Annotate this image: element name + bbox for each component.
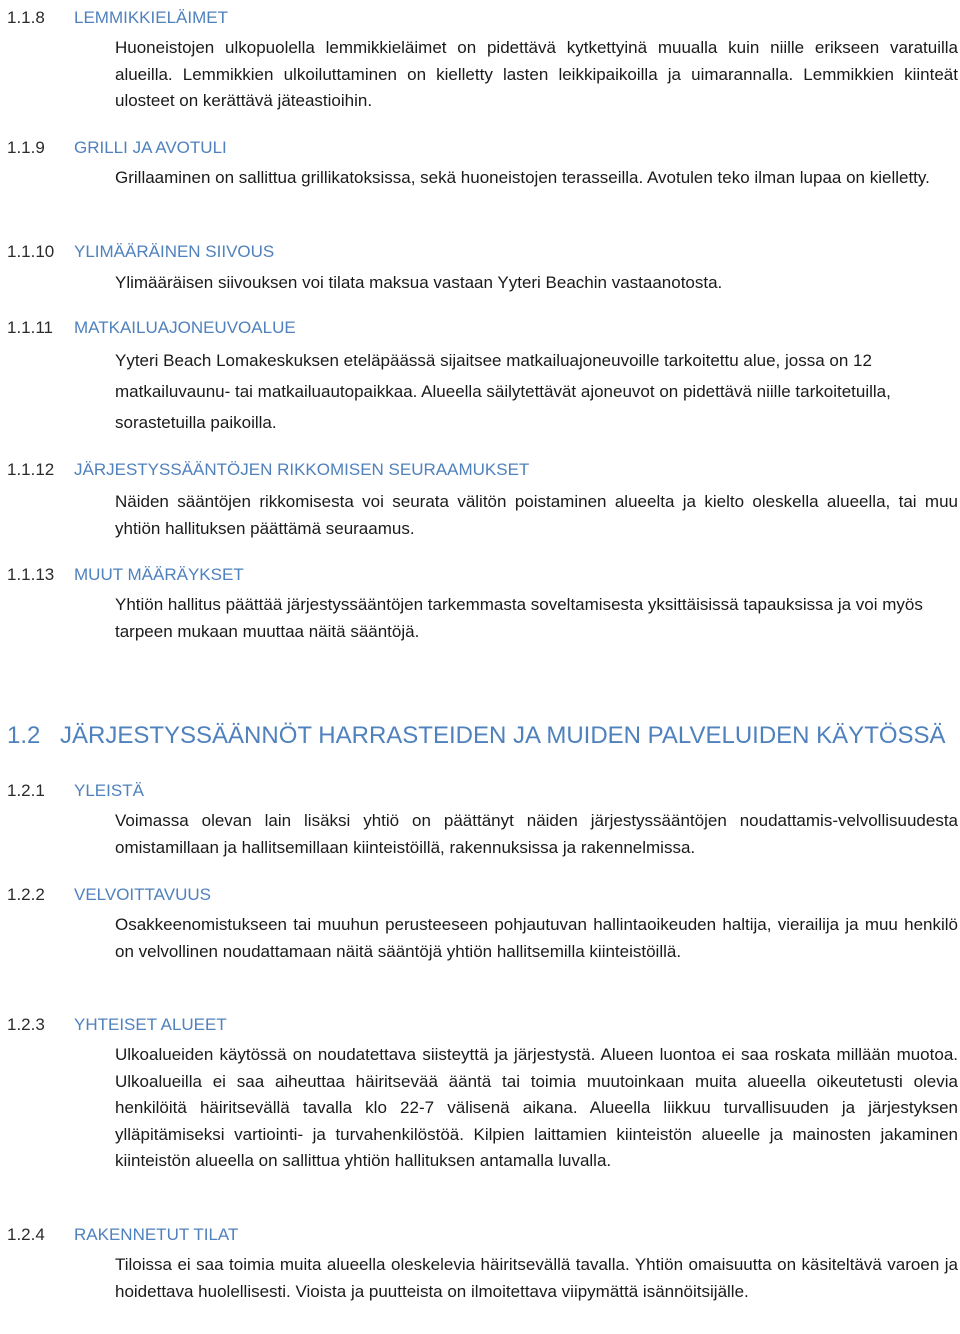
section-body — [115, 345, 958, 438]
section-number: 1.2.3 — [7, 1015, 45, 1034]
section-title: GRILLI JA AVOTULI — [74, 138, 227, 157]
chapter-title: JÄRJESTYSSÄÄNNÖT HARRASTEIDEN JA MUIDEN PALVELUIDEN KÄYTÖSSÄ — [60, 722, 946, 749]
section-number: 1.2.2 — [7, 885, 45, 904]
section-text: Yhtiön hallitus päättää järjestyssääntöjen tarkemmasta soveltamisesta yksittäisissä tapauksissa ja voi myös tarpeen mukaan muuttaa näitä sääntöjä. — [115, 595, 923, 641]
section-matkailuajoneuvoalue — [0, 316, 960, 432]
section-title: YLIMÄÄRÄINEN SIIVOUS — [74, 242, 275, 261]
section-yhteiset-alueet — [0, 1013, 960, 1170]
section-number: 1.1.11 — [7, 318, 54, 337]
section-title: LEMMIKKIELÄIMET — [74, 8, 228, 27]
section-title: RAKENNETUT TILAT — [74, 1225, 239, 1244]
section-number: 1.2.4 — [7, 1225, 45, 1244]
section-rikkomisen-seuraamukset — [0, 458, 960, 538]
section-ylimaarainen-siivous — [0, 240, 960, 292]
section-body — [115, 912, 958, 965]
section-velvoittavuus — [0, 883, 960, 961]
section-number: 1.1.10 — [7, 242, 55, 261]
section-body — [115, 35, 958, 115]
section-title: YLEISTÄ — [74, 781, 144, 800]
section-text: Näiden sääntöjen rikkomisesta voi seurata välitön poistaminen alueelta ja kielto oleskella alueella, tai muu yhtiön hallituksen päättämä seuraamus. — [115, 492, 958, 538]
section-title: YHTEISET ALUEET — [74, 1015, 227, 1034]
section-body — [115, 489, 958, 542]
section-body — [115, 165, 958, 192]
section-text: Ulkoalueiden käytössä on noudatettava siisteyttä ja järjestystä. Alueen luontoa ei saa roskata millään muotoa. Ulkoalueilla ei saa aiheuttaa häiritsevää ääntä tai toimia muutoinkaan muita alueella oikeutetusti olevia henkilöitä häiritsevällä tavalla klo 22-7 välisenä aikana. Alueella liikkuu turvallisuuden ja järjestyksen ylläpitämiseksi vartiointi- ja turvahenkilöstöä. Kilpien laittamien kiinteistön alueelle ja mainosten jakaminen kiinteistön alueella on sallittua yhtiön hallituksen antamalla luvalla. — [115, 1045, 958, 1170]
section-body — [115, 808, 958, 861]
section-number: 1.1.8 — [7, 8, 45, 27]
section-text: Osakkeenomistukseen tai muuhun perusteeseen pohjautuvan hallintaoikeuden haltija, vierailija ja muu henkilö on velvollinen noudattamaan näitä sääntöjä yhtiön hallitsemilla kiinteistöillä. — [115, 915, 958, 961]
section-text: Grillaaminen on sallittua grillikatoksissa, sekä huoneistojen terasseilla. Avotulen teko ilman lupaa on kielletty. — [115, 168, 930, 187]
chapter-heading — [0, 718, 960, 754]
section-number: 1.1.13 — [7, 565, 55, 584]
section-text: Yyteri Beach Lomakeskuksen eteläpäässä sijaitsee matkailuajoneuvoille tarkoitettu alue, jossa on 12 matkailuvaunu- tai matkailuautopaikkaa. Alueella säilytettävät ajoneuvot on pidettävä niille tarkoitetuilla, sorastetuilla paikoilla. — [115, 351, 891, 432]
section-body — [115, 270, 958, 297]
section-yleista — [0, 779, 960, 857]
section-text: Voimassa olevan lain lisäksi yhtiö on päättänyt näiden järjestyssääntöjen noudattamis-velvollisuudesta omistamillaan ja hallitsemillaan kiinteistöillä, rakennuksissa ja rakennelmissa. — [115, 811, 958, 857]
section-body — [115, 1042, 958, 1175]
section-title: VELVOITTAVUUS — [74, 885, 211, 904]
section-text: Tiloissa ei saa toimia muita alueella oleskelevia häiritsevällä tavalla. Yhtiön omaisuutta on käsiteltävä varoen ja hoidettava huolellisesti. Vioista ja puutteista on ilmoitettava viipymättä isännöitsijälle. — [115, 1255, 958, 1301]
section-rakennetut-tilat — [0, 1223, 960, 1301]
section-number: 1.1.9 — [7, 138, 45, 157]
section-body — [115, 1252, 958, 1305]
section-number: 1.2.1 — [7, 781, 45, 800]
section-text: Huoneistojen ulkopuolella lemmikkieläimet on pidettävä kytkettyinä muualla kuin niille erikseen varatuilla alueilla. Lemmikkien ulkoiluttaminen on kielletty lasten leikkipaikoilla ja uimarannalla. Lemmikkien kiinteät ulosteet on kerättävä jäteastioihin. — [115, 38, 958, 110]
section-body — [115, 592, 958, 645]
section-lemmikkielaimet — [0, 6, 960, 110]
section-title: MUUT MÄÄRÄYKSET — [74, 565, 244, 584]
section-muut-maaraykset — [0, 563, 960, 641]
section-number: 1.1.12 — [7, 460, 55, 479]
section-title: JÄRJESTYSSÄÄNTÖJEN RIKKOMISEN SEURAAMUKSET — [74, 460, 530, 479]
chapter-number: 1.2 — [7, 722, 41, 749]
section-text: Ylimääräisen siivouksen voi tilata maksua vastaan Yyteri Beachin vastaanotosta. — [115, 273, 723, 292]
section-grilli-ja-avotuli — [0, 136, 960, 187]
section-title: MATKAILUAJONEUVOALUE — [74, 318, 296, 337]
